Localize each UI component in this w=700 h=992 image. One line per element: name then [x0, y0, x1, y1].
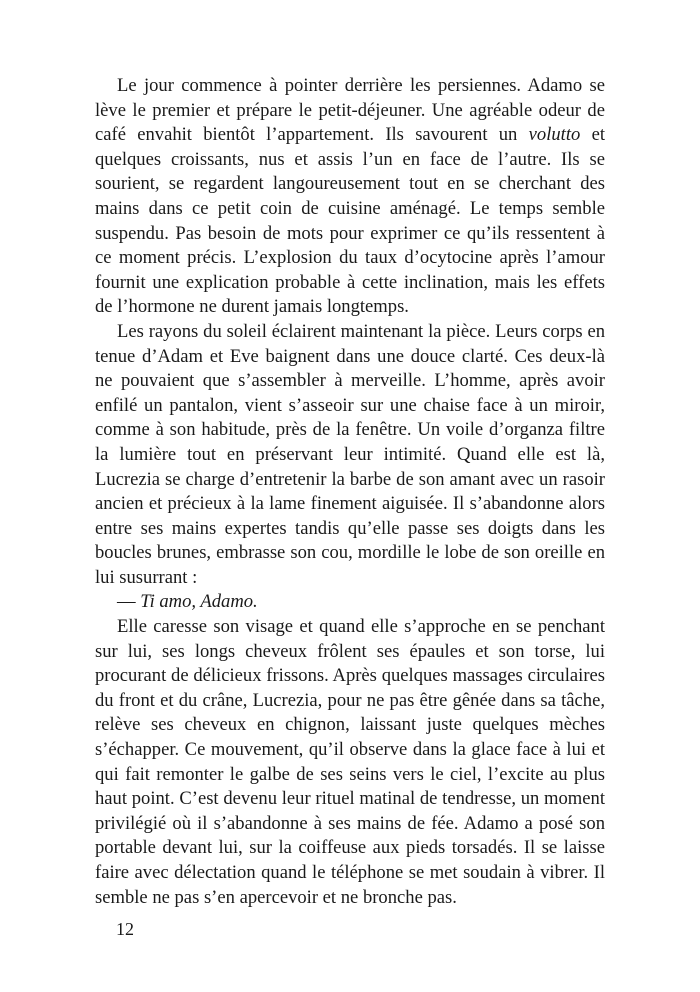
paragraph-2: Les rayons du soleil éclairent maintenant la pièce. Leurs corps en tenue d’Adam et Eve baignent dans une douce clarté. Ces deux-là ne pouvaient que s’assembler à merveille. L’homme, après avoir enfilé un pantalon, vient s’asseoir sur une chaise face à un miroir, comme à son habitude, près de la fenêtre. Un voile d’organza filtre la lumière tout en préservant leur intimité. Quand elle est là, Lucrezia se charge d’entretenir la barbe de son amant avec un rasoir ancien et précieux à la lame finement aiguisée. Il s’abandonne alors entre ses mains expertes tandis qu’elle passe ses doigts dans les boucles brunes, embrasse son cou, mordille le lobe de son oreille en lui susurrant :: [95, 320, 605, 588]
paragraph-1-part-2: et quelques croissants, nus et assis l’un en face de l’autre. Ils se sourient, se regardent langoureusement tout en se cherchant des mains dans ce petit coin de cuisine aménagé. Le temps semble suspendu. Pas besoin de mots pour exprimer ce qu’ils ressentent à ce moment précis. L’explosion du taux d’ocytocine après l’amour fournit une explication probable à cette inclination, mais les effets de l’hormone ne durent jamais longtemps.: [95, 124, 605, 318]
dialogue-dash: —: [117, 591, 141, 613]
paragraph-3: Elle caresse son visage et quand elle s’approche en se penchant sur lui, ses longs cheveux frôlent ses épaules et son torse, lui procurant de délicieux frissons. Après quelques massages circulaires du front et du crâne, Lucrezia, pour ne pas être gênée dans sa tâche, relève ses cheveux en chignon, laissant juste quelques mèches s’échapper. Ce mouvement, qu’il observe dans la glace face à lui et qui fait remonter le galbe de ses seins vers le ciel, l’excite au plus haut point. C’est devenu leur rituel matinal de tendresse, un moment privilégié où il s’abandonne à ses mains de fée. Adamo a posé son portable devant lui, sur la coiffeuse aux pieds torsadés. Il se laisse faire avec délectation quand le téléphone se met soudain à vibrer. Il semble ne pas s’en apercevoir et ne bronche pas.: [95, 616, 605, 908]
paragraph-1-italic-word: volutto: [528, 124, 581, 146]
dialogue-italic-text: Ti amo, Adamo.: [140, 591, 258, 613]
paragraph-1-part-1: Le jour commence à pointer derrière les persiennes. Adamo se lève le premier et prépare le petit-déjeuner. Une agréable odeur de café envahit bientôt l’appartement. Ils savourent un: [95, 75, 605, 146]
paragraph-1: [95, 74, 605, 320]
page-number: 12: [116, 919, 134, 939]
dialogue-line: [95, 590, 605, 615]
body-text: [95, 74, 605, 910]
